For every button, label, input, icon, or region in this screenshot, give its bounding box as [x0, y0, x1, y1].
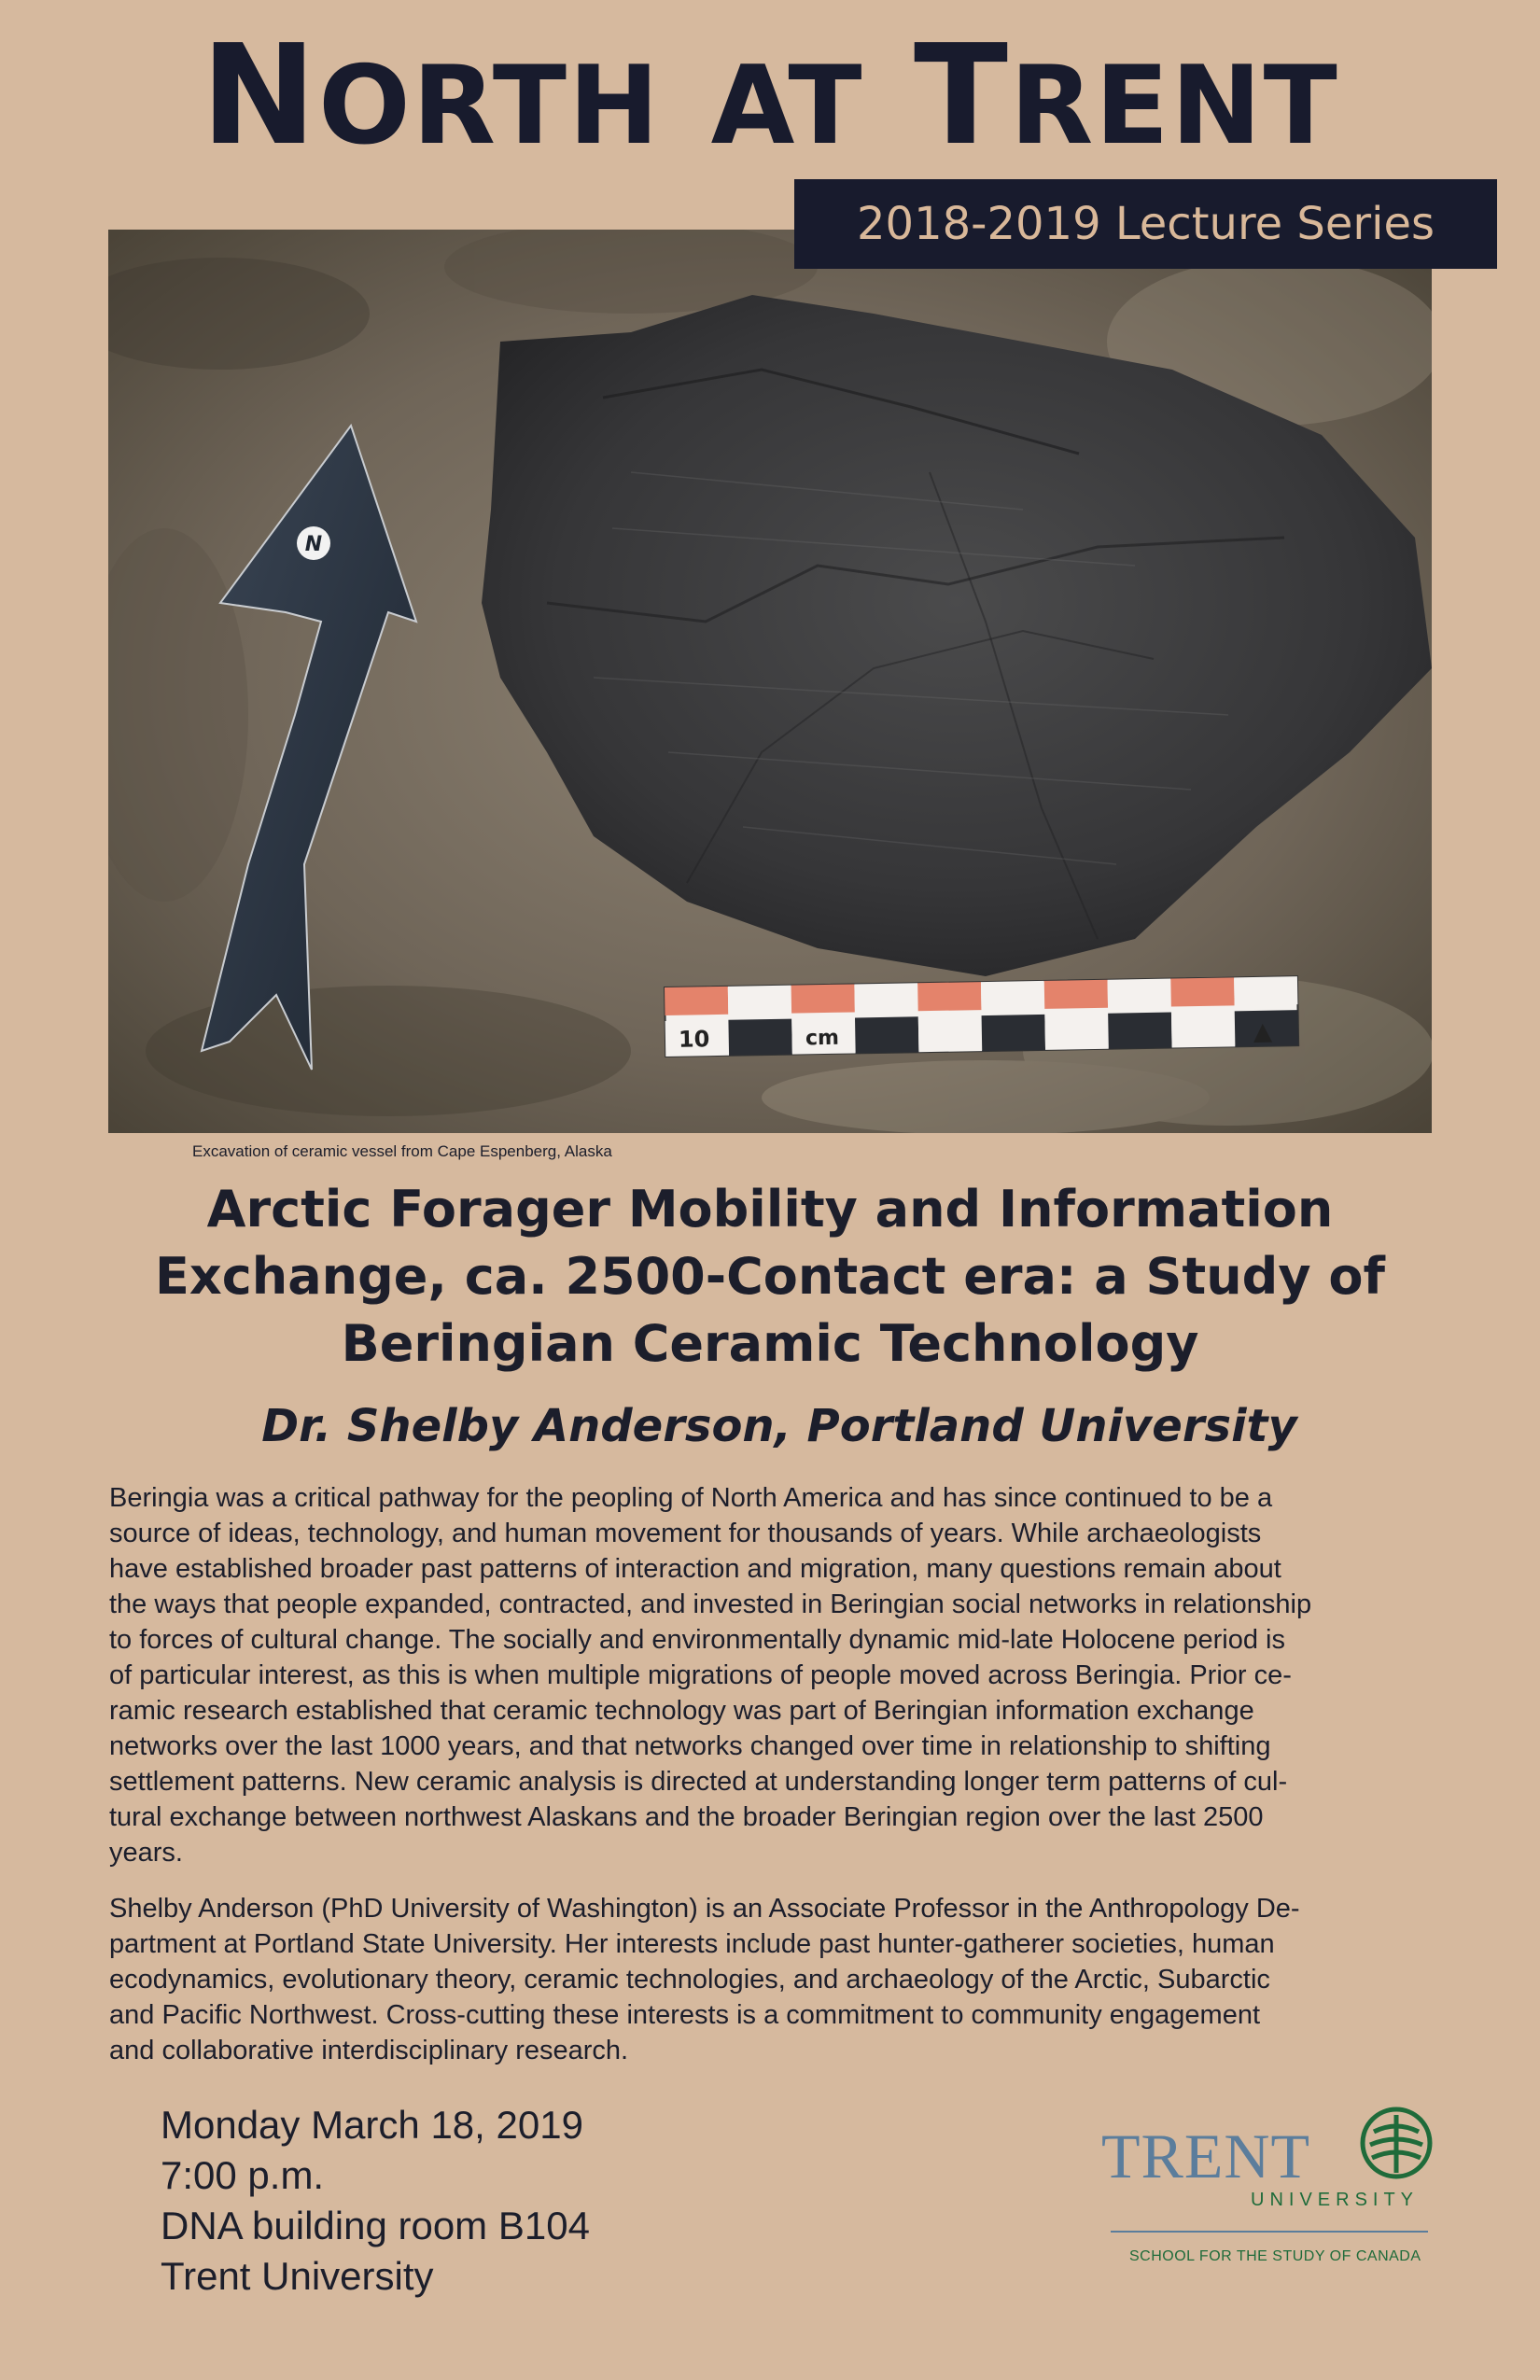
arrow-letter: N — [304, 533, 323, 556]
event-time: 7:00 p.m. — [161, 2153, 325, 2197]
scale-cell — [791, 984, 855, 1013]
scale-cell — [1108, 1013, 1171, 1049]
scale-cell — [728, 986, 791, 1015]
title-orth: ORTH — [318, 43, 662, 169]
scale-cell — [981, 981, 1044, 1010]
title-line: Exchange, ca. 2500-Contact era: a Study of — [155, 1246, 1385, 1306]
abstract-line: the ways that people expanded, contracted, and invested in Beringian social networks in relationship — [109, 1589, 1312, 1619]
abstract-paragraph — [109, 1480, 1444, 1870]
scale-cell — [1044, 980, 1108, 1009]
abstract-line: of particular interest, as this is when multiple migrations of people moved across Beringia. Prior ce- — [109, 1660, 1292, 1690]
bio-line: ecodynamics, evolutionary theory, ceramic technologies, and archaeology of the Arctic, Subarctic — [109, 1965, 1270, 1995]
bio-line: and collaborative interdisciplinary research. — [109, 2036, 629, 2065]
tree-emblem-icon — [1359, 2106, 1434, 2184]
abstract-line: tural exchange between northwest Alaskans and the broader Beringian region over the last 2500 — [109, 1802, 1264, 1832]
series-title — [0, 15, 1540, 175]
scale-cell — [1171, 1011, 1235, 1047]
abstract-line: settlement patterns. New ceramic analysis is directed at understanding longer term patterns of cul- — [109, 1767, 1288, 1797]
lecture-series-banner — [794, 179, 1497, 269]
event-place: Trent University — [161, 2254, 434, 2298]
logo-divider — [1111, 2231, 1428, 2233]
event-details — [161, 2100, 590, 2302]
event-date: Monday March 18, 2019 — [161, 2103, 583, 2147]
scale-cell — [982, 1015, 1045, 1051]
speaker-bio — [109, 1891, 1444, 2068]
title-t: T — [914, 15, 1010, 175]
scale-cell — [728, 1019, 791, 1056]
photo-caption: Excavation of ceramic vessel from Cape Espenberg, Alaska — [192, 1142, 612, 1160]
scale-cell — [1044, 1014, 1108, 1050]
abstract-line: Beringia was a critical pathway for the peopling of North America and has since continued to be a — [109, 1483, 1273, 1513]
abstract-line: years. — [109, 1838, 183, 1868]
title-line: Arctic Forager Mobility and Information — [206, 1180, 1334, 1239]
logo-university: UNIVERSITY — [1251, 2190, 1420, 2210]
scale-cell — [855, 1016, 918, 1053]
title-n: N — [201, 15, 319, 175]
event-room: DNA building room B104 — [161, 2204, 590, 2247]
scale-cell — [1170, 977, 1234, 1006]
lecture-title — [140, 1176, 1400, 1377]
speaker-name: Dr. Shelby Anderson, Portland University — [261, 1400, 1297, 1452]
excavation-photo — [108, 230, 1432, 1133]
title-rent: RENT — [1009, 43, 1339, 169]
banner-text: 2018-2019 Lecture Series — [856, 198, 1435, 250]
abstract-line: have established broader past patterns of interaction and migration, many questions remain about — [109, 1554, 1281, 1584]
title-at: AT — [710, 43, 864, 169]
scale-cell — [854, 983, 917, 1012]
cm-scale-bar — [665, 976, 1298, 1057]
scale-cell — [917, 982, 981, 1011]
bio-line: partment at Portland State University. Her interests include past hunter-gatherer societies, human — [109, 1929, 1275, 1959]
scale-cell — [918, 1015, 982, 1052]
logo-school: SCHOOL FOR THE STUDY OF CANADA — [1129, 2248, 1421, 2264]
abstract-line: to forces of cultural change. The socially and environmentally dynamic mid-late Holocene period is — [109, 1625, 1285, 1655]
scale-cell — [665, 987, 728, 1015]
abstract-line: networks over the last 1000 years, and that networks changed over time in relationship to shifting — [109, 1731, 1271, 1761]
logo-wordmark: TRENT — [1101, 2121, 1311, 2191]
scale-number: 10 — [678, 1026, 710, 1053]
abstract-line: ramic research established that ceramic technology was part of Beringian information exchange — [109, 1696, 1254, 1726]
title-line: Beringian Ceramic Technology — [341, 1313, 1199, 1373]
trent-university-logo — [1101, 2106, 1437, 2274]
scale-cell — [1108, 979, 1171, 1008]
bio-line: Shelby Anderson (PhD University of Washington) is an Associate Professor in the Anthropology De- — [109, 1894, 1300, 1924]
abstract-line: source of ideas, technology, and human movement for thousands of years. While archaeologists — [109, 1519, 1262, 1548]
bio-line: and Pacific Northwest. Cross-cutting these interests is a commitment to community engagement — [109, 2000, 1261, 2030]
scale-unit: cm — [805, 1026, 840, 1051]
scale-cell — [1234, 976, 1297, 1005]
